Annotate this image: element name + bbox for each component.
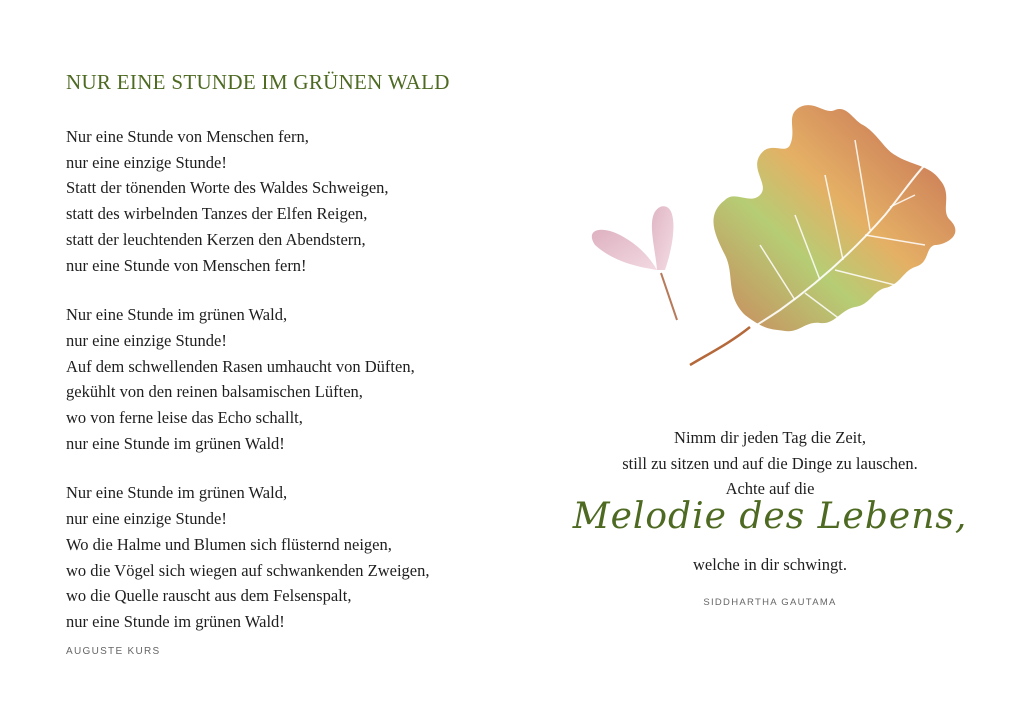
poem-line: nur eine Stunde von Menschen fern! <box>66 255 307 275</box>
poem-line: wo von ferne leise das Echo schallt, <box>66 408 303 428</box>
poem-line: Statt der tönenden Worte des Waldes Schweigen, <box>66 178 389 198</box>
poem-line: gekühlt von den reinen balsamischen Lüften, <box>66 382 363 402</box>
poem-body <box>66 124 506 659</box>
poem-title: NUR EINE STUNDE IM GRÜNEN WALD <box>66 70 450 94</box>
poem-line: Nur eine Stunde im grünen Wald, <box>66 483 288 503</box>
poem-author: AUGUSTE KURS <box>66 646 161 657</box>
stanza-2 <box>66 302 506 456</box>
oak-leaf-icon <box>690 105 955 365</box>
quote-intro <box>560 425 980 502</box>
quote-line: welche in dir schwingt. <box>693 555 847 574</box>
stanza-3 <box>66 480 506 634</box>
quote-line: Nimm dir jeden Tag die Zeit, <box>674 428 866 447</box>
stanza-1 <box>66 124 506 278</box>
leaf-illustration <box>585 95 975 380</box>
poem-line: Nur eine Stunde im grünen Wald, <box>66 305 288 325</box>
quote-line: Achte auf die <box>725 479 815 499</box>
poem-line: wo die Vögel sich wiegen auf schwankenden Zweigen, <box>66 560 430 580</box>
quote-line: still zu sitzen und auf die Dinge zu lauschen. <box>622 453 918 473</box>
poem-line: statt des wirbelnden Tanzes der Elfen Reigen, <box>66 204 368 224</box>
poem-line: nur eine einzige Stunde! <box>66 509 227 529</box>
poem-line: Nur eine Stunde von Menschen fern, <box>66 127 309 146</box>
poem-line: nur eine einzige Stunde! <box>66 152 227 172</box>
poem-line: Wo die Halme und Blumen sich flüsternd neigen, <box>66 534 392 554</box>
quote-source: SIDDHARTHA GAUTAMA <box>703 597 837 608</box>
poem-line: statt der leuchtenden Kerzen den Abendstern, <box>66 229 366 249</box>
poem-line: nur eine Stunde im grünen Wald! <box>66 433 285 453</box>
poem-line: wo die Quelle rauscht aus dem Felsenspalt, <box>66 586 352 606</box>
small-heart-leaf-icon <box>592 206 677 320</box>
quote-outro <box>560 552 980 578</box>
poem-line: Auf dem schwellenden Rasen umhaucht von Düften, <box>66 356 415 376</box>
quote-script-highlight: Melodie des Lebens, <box>572 496 968 537</box>
poem-line: nur eine einzige Stunde! <box>66 330 227 350</box>
poem-line: nur eine Stunde im grünen Wald! <box>66 611 285 631</box>
